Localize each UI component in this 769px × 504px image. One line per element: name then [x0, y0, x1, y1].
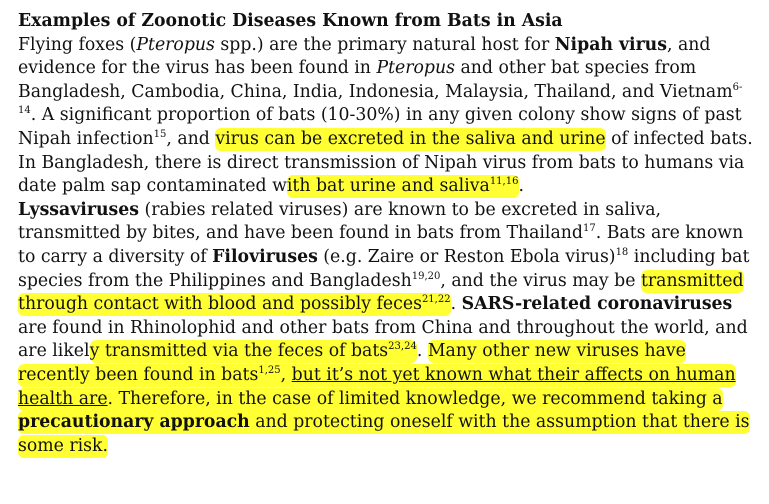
highlighted-text — [287, 175, 519, 198]
document-body — [18, 10, 758, 458]
text-run: . — [450, 294, 462, 315]
text-run: spp.) are the primary natural host for — [214, 34, 555, 55]
text-run: Flying foxes ( — [18, 34, 137, 55]
text-run: Many other new viruses have recently been found in bats — [18, 341, 686, 385]
text-run: of infected bats. In Bangladesh, there is direct transmission of Nipah virus from bats to humans via date palm sap contaminated w — [18, 128, 753, 197]
text-run: , — [280, 364, 292, 385]
citation: 17 — [582, 223, 596, 235]
text-run: ith bat urine and saliva — [286, 176, 490, 197]
citation: 1,25 — [258, 364, 281, 376]
bold-term-precautionary: precautionary approach — [18, 412, 250, 433]
section-heading: Examples of Zoonotic Diseases Known from Bats in Asia — [18, 11, 563, 31]
text-run: , and evidence for the virus has been found in — [18, 34, 711, 79]
text-run: . — [416, 341, 428, 362]
body-paragraph — [18, 34, 758, 459]
bold-term-nipah: Nipah virus — [554, 34, 667, 55]
citation: 11,16 — [489, 175, 519, 187]
italic-genus: Pteropus — [376, 58, 455, 79]
citation: 18 — [615, 246, 629, 258]
text-run: and other bat species from Bangladesh, Cambodia, China, India, Indonesia, Malaysia, Thailand, and Vietnam — [18, 58, 733, 102]
text-run: . Therefore, in the case of limited knowledge, we recommend taking a — [107, 388, 723, 409]
bold-term-lyssaviruses: Lyssaviruses — [18, 199, 139, 220]
highlighted-text: virus can be excreted in the saliva and urine — [215, 128, 606, 149]
highlighted-text — [90, 340, 417, 363]
text-run: including bat species from the Philippines and Bangladesh — [18, 246, 750, 291]
text-run: (e.g. Zaire or Reston Ebola virus) — [317, 246, 616, 267]
citation: 19,20 — [411, 270, 441, 282]
underlined-text: but it’s not yet known what their affects on human health are — [18, 364, 736, 409]
citation: 23,24 — [388, 341, 417, 353]
italic-genus: Pteropus — [136, 34, 215, 55]
citation: 15 — [153, 128, 167, 140]
citation: 21,22 — [421, 293, 451, 305]
citation: 6-14 — [18, 81, 743, 117]
text-run: . — [518, 176, 524, 197]
text-run: y transmitted via the feces of bats — [89, 341, 389, 362]
text-run: transmitted through contact with blood and possibly feces — [18, 270, 744, 315]
text-run: and protecting oneself with the assumption that there is some risk. — [18, 412, 750, 456]
text-run: . Bats are known to carry a diversity of — [18, 223, 744, 267]
text-run: , and the virus may be — [440, 270, 641, 291]
bold-term-filoviruses: Filoviruses — [212, 246, 318, 267]
text-run: . A significant proportion of bats (10-30%) in any given colony show signs of past Nipah infection — [18, 105, 742, 149]
bold-term-sars: SARS-related coronaviruses — [461, 294, 733, 315]
text-run: are found in Rhinolophid and other bats from China and throughout the world, and are likel — [18, 317, 748, 362]
text-run: , and — [166, 128, 216, 149]
text-run: (rabies related viruses) are known to be excreted in saliva, transmitted by bites, and have been found in bats from Thailand — [18, 199, 662, 244]
